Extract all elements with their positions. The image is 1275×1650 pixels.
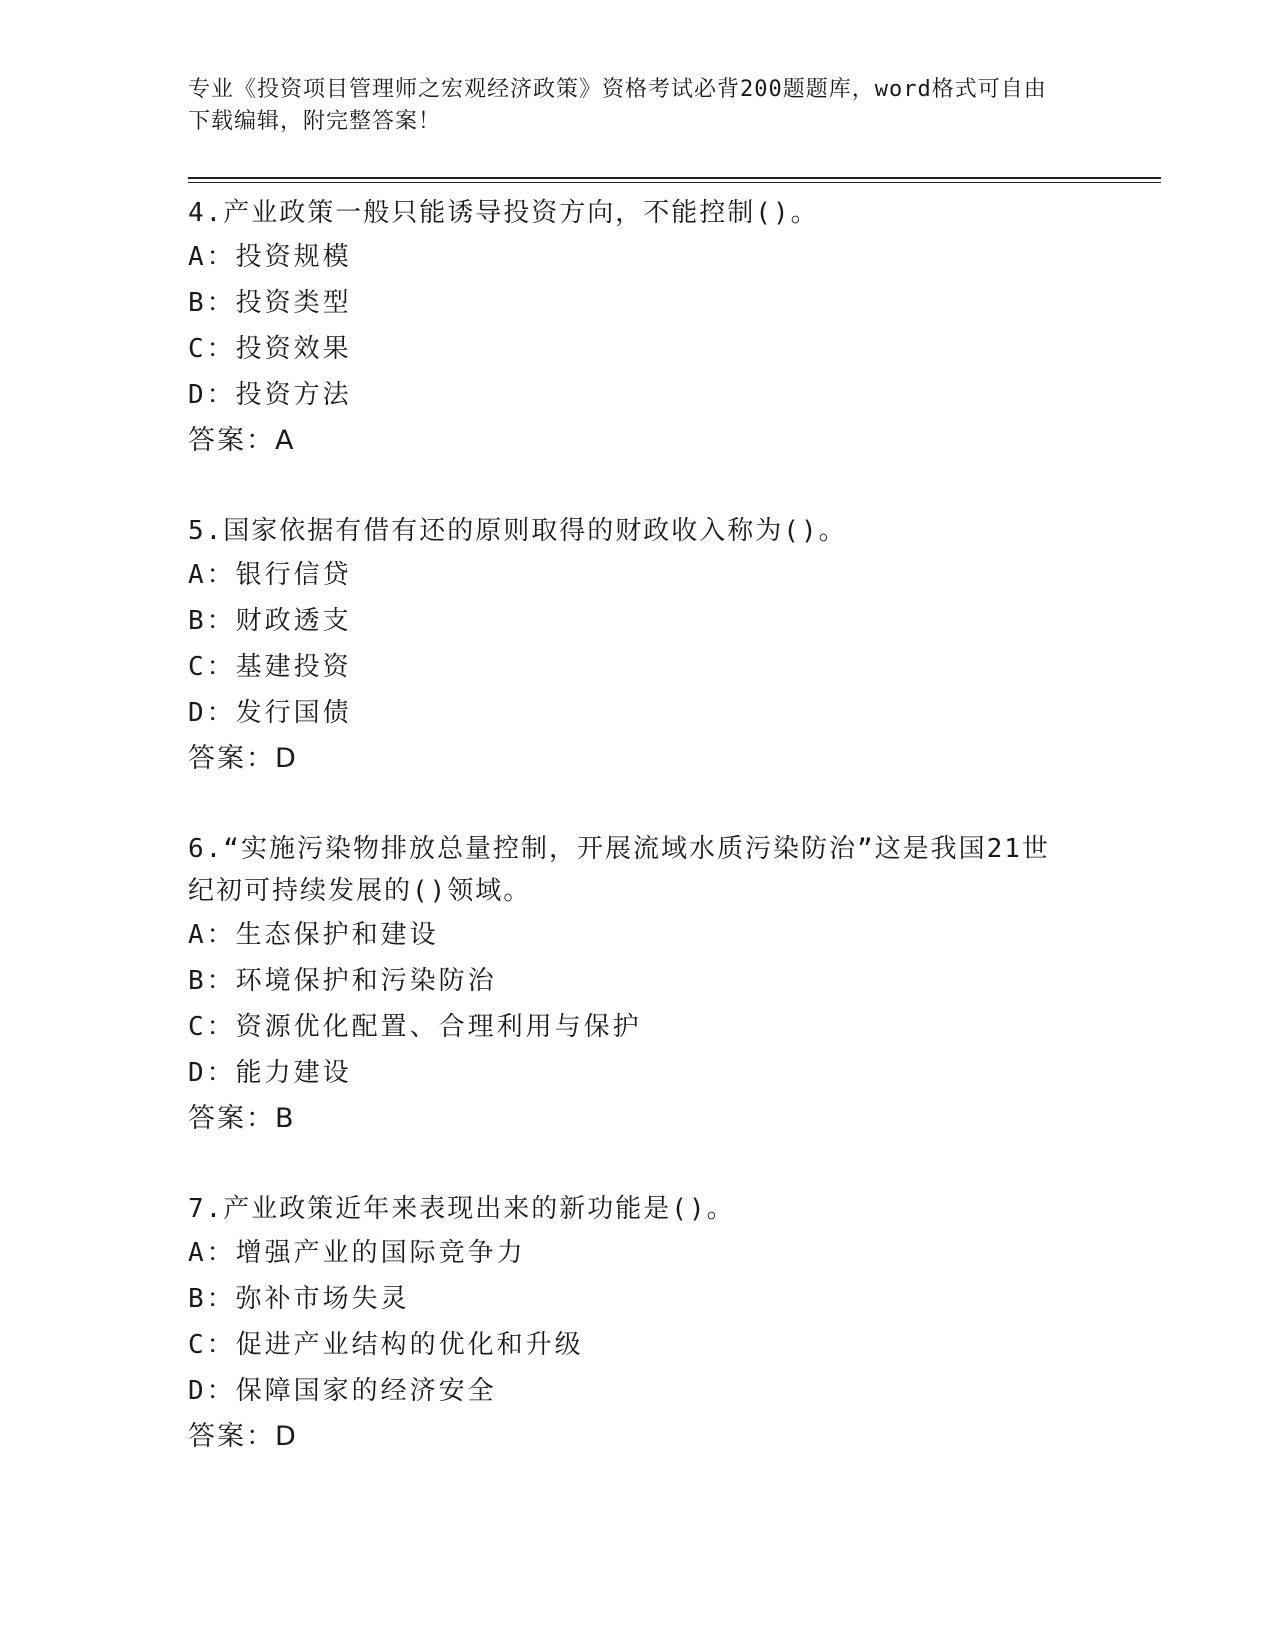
answer-line: 答案：A — [188, 425, 296, 456]
option-d: D：投资方法 — [188, 380, 352, 410]
option-c: C：基建投资 — [188, 652, 352, 682]
question-list — [188, 192, 1068, 1506]
question-item — [188, 510, 1068, 782]
answer-line: 答案：D — [188, 743, 298, 774]
question-item — [188, 1188, 1068, 1460]
header-divider-thick — [188, 177, 1161, 179]
answer-line: 答案：B — [188, 1103, 296, 1134]
header-divider-thin — [188, 182, 1161, 183]
option-a: A：投资规模 — [188, 242, 352, 272]
option-d: D：能力建设 — [188, 1058, 352, 1088]
option-b: B：环境保护和污染防治 — [188, 966, 497, 996]
question-stem: 7.产业政策近年来表现出来的新功能是()。 — [188, 1194, 735, 1224]
question-stem: 5.国家依据有借有还的原则取得的财政收入称为()。 — [188, 516, 847, 546]
option-c: C：投资效果 — [188, 334, 352, 364]
question-stem: 6.“实施污染物排放总量控制，开展流域水质污染防治”这是我国21世纪初可持续发展的()领域。 — [188, 834, 1050, 906]
question-stem: 4.产业政策一般只能诱导投资方向，不能控制()。 — [188, 198, 819, 228]
document-header: 专业《投资项目管理师之宏观经济政策》资格考试必背200题题库，word格式可自由下载编辑，附完整答案！ — [188, 77, 1047, 134]
question-item — [188, 192, 1068, 464]
option-a: A：银行信贷 — [188, 560, 352, 590]
option-a: A：增强产业的国际竞争力 — [188, 1238, 526, 1268]
option-d: D：保障国家的经济安全 — [188, 1376, 497, 1406]
option-b: B：财政透支 — [188, 606, 352, 636]
option-c: C：促进产业结构的优化和升级 — [188, 1330, 584, 1360]
option-b: B：弥补市场失灵 — [188, 1284, 410, 1314]
option-a: A：生态保护和建设 — [188, 920, 439, 950]
option-d: D：发行国债 — [188, 698, 352, 728]
option-b: B：投资类型 — [188, 288, 352, 318]
question-item — [188, 828, 1068, 1142]
option-c: C：资源优化配置、合理利用与保护 — [188, 1012, 642, 1042]
answer-line: 答案：D — [188, 1421, 298, 1452]
